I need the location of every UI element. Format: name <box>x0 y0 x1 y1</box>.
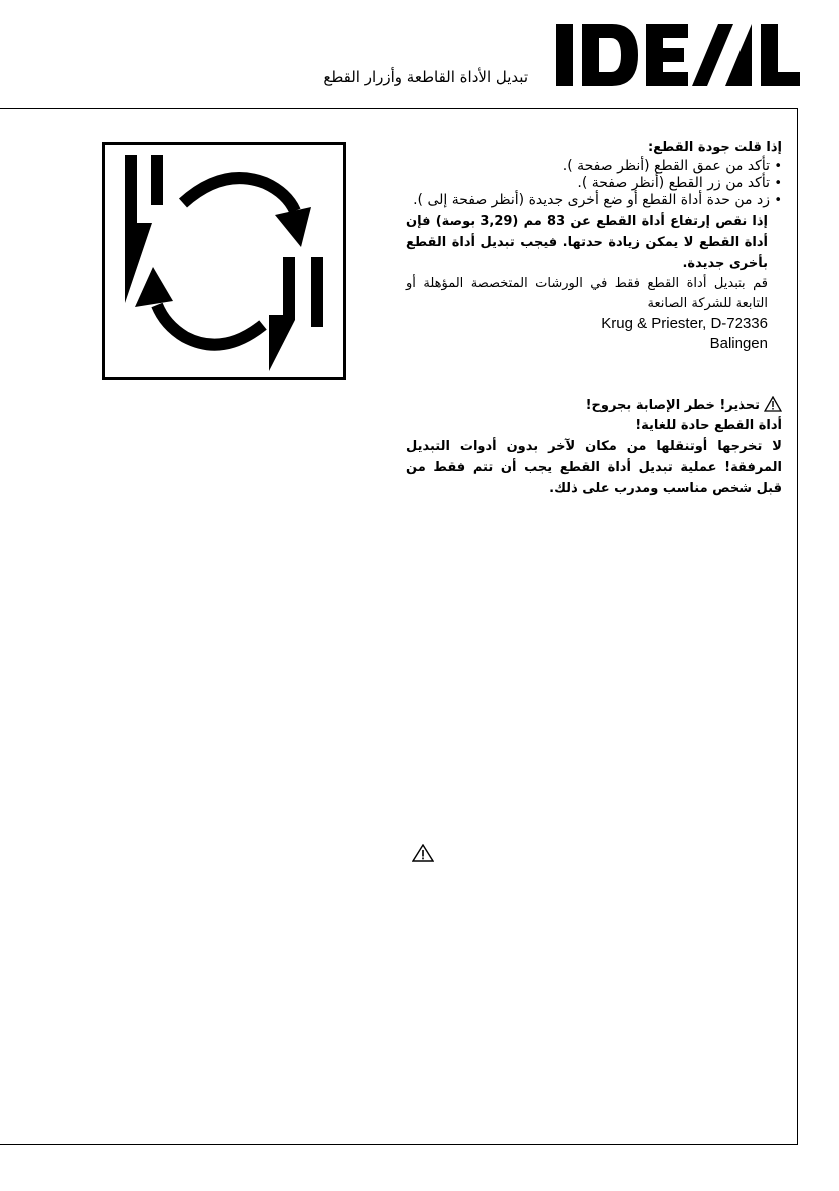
warning-triangle-icon <box>412 844 434 862</box>
page-title: تبديل الأداة القاطعة وأزرار القطع <box>323 68 528 86</box>
knife-height-note: إذا نقص إرتفاع أداة القطع عن 83 مم (3,29 بوصة) فإن أداة القطع لا يمكن زيادة حدتها. فيجب تبديل أداة القطع بأخرى جديدة. <box>406 214 768 271</box>
list-item: • تأكد من زر القطع (أنظر صفحة ). <box>406 175 782 192</box>
list-item: • زد من حدة أداة القطع أو ضع أخرى جديدة (أنظر صفحة إلى ). <box>406 192 782 209</box>
warning-title: تحذير! خطر الإصابة بجروح! <box>585 398 760 413</box>
manufacturer-city-line: Balingen <box>709 335 768 352</box>
cut-quality-heading: إذا قلت جودة القطع: <box>647 140 782 155</box>
injury-warning-section <box>406 396 782 499</box>
manufacturer-address-line: Krug & Priester, D-72336 <box>601 315 768 332</box>
knife-replace-symbol <box>102 142 346 380</box>
warning-triangle-icon <box>764 396 782 412</box>
cut-quality-section <box>406 138 782 354</box>
cut-quality-list <box>406 158 782 209</box>
warning-text: لا تخرجها أوتنقلها من مكان لآخر بدون أدوات التبديل المرفقة! عملية تبديل أداة القطع يجب أن تتم فقط من قبل شخص مناسب ومدرب على ذلك. <box>406 439 782 496</box>
warning-subtitle: أداة القطع حادة للغاية! <box>635 418 782 433</box>
list-item: • تأكد من عمق القطع (أنظر صفحة ). <box>406 158 782 175</box>
workshop-note: قم بتبديل أداة القطع فقط في الورشات المتخصصة المؤهلة أو التابعة للشركة الصانعة <box>406 276 768 311</box>
knife-replace-cycle-icon <box>105 145 343 377</box>
ideal-logo <box>556 24 800 86</box>
